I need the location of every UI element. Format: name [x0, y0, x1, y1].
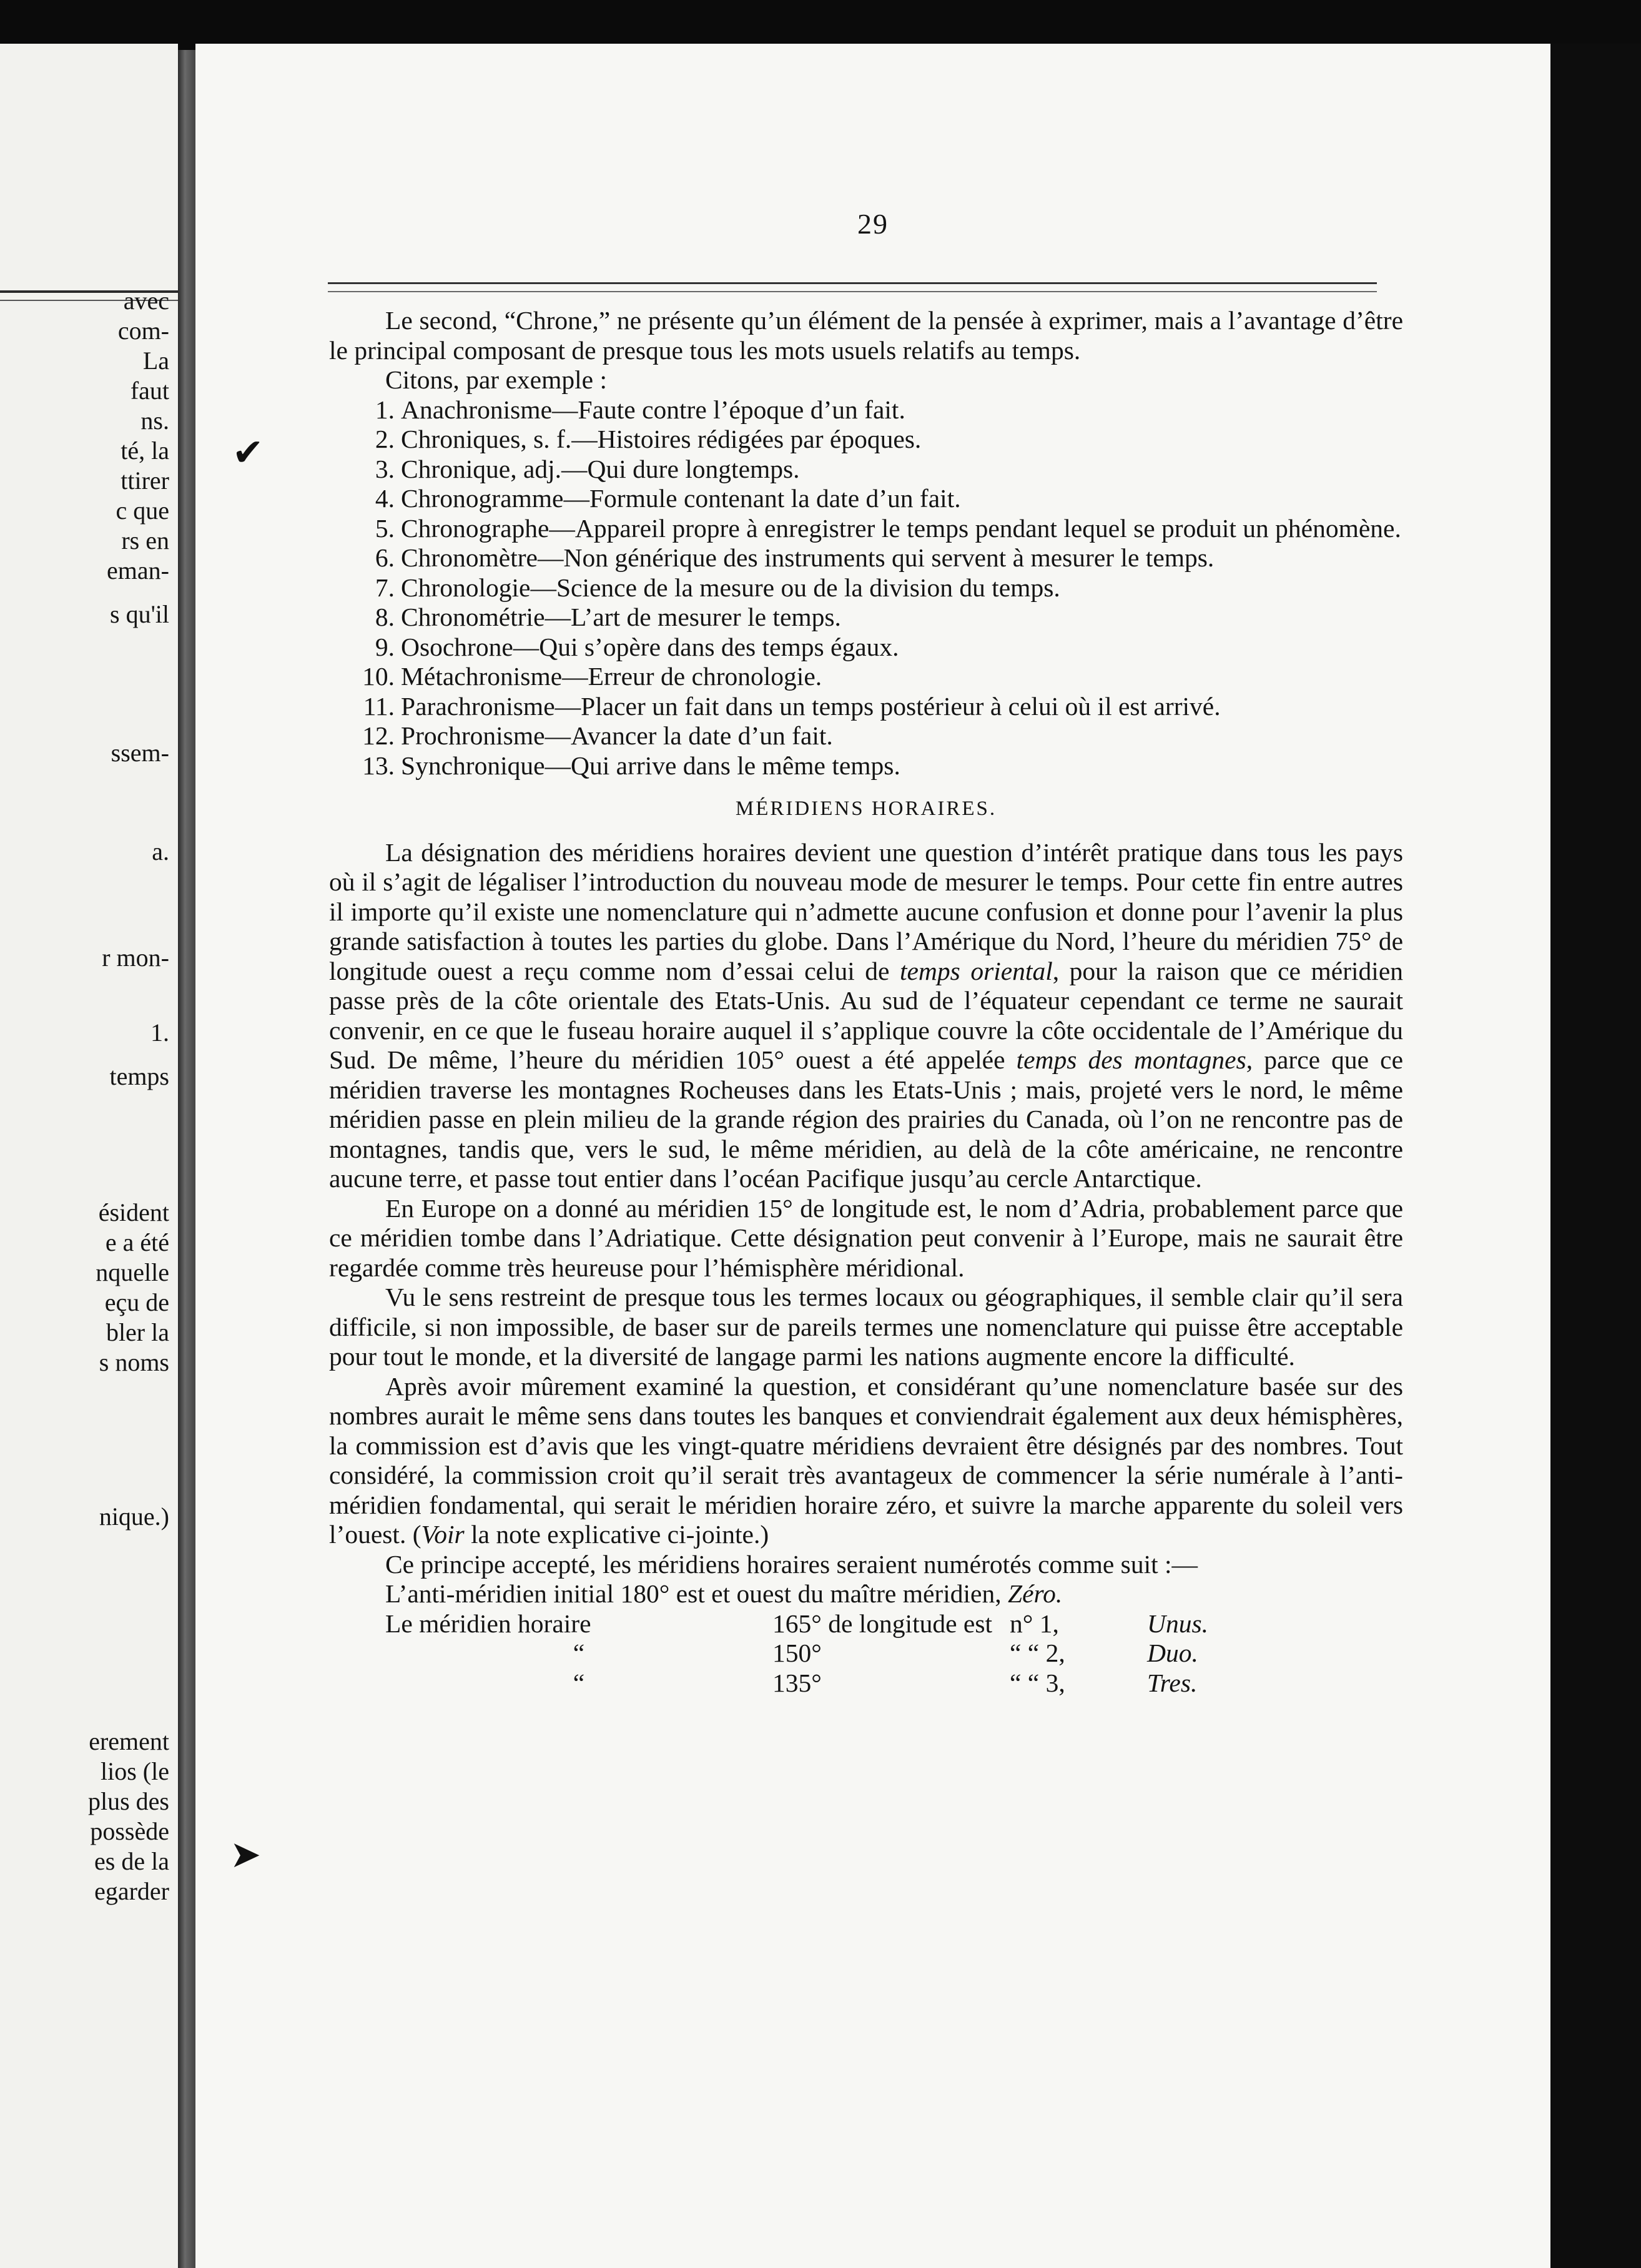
- table-cell: Le méridien horaire: [385, 1609, 591, 1638]
- left-page-fragment: nique.): [99, 1502, 169, 1531]
- list-item-text: Chronomètre—Non générique des instruments qui servent à mesurer le temps.: [401, 543, 1215, 572]
- left-page-fragment: com-: [117, 317, 169, 345]
- list-item: [329, 662, 1403, 692]
- list-item: [329, 721, 1403, 751]
- list-item-number: 9.: [375, 632, 395, 661]
- list-item-text: Chronique, adj.—Qui dure longtemps.: [401, 454, 800, 483]
- paragraph-commission: Après avoir mûrement examiné la question, et considérant qu’une nomenclature basée sur des nombres aurait le même sens dans toutes les banques et conviendrait également aux deux hémisphères, la commission est d’avis que les vingt-quatre méridiens devraient être désignés par des nombres. Tout considéré, la commission croit qu’il serait très avantageux de commencer la série numérale à l’anti-méridien fondamental, qui serait le méridien horaire zéro, et suivre la marche apparente du soleil vers l’ouest. (Voir la note explicative ci-jointe.): [329, 1371, 1403, 1549]
- left-page-fragment: plus des: [88, 1787, 169, 1815]
- list-item-text: Prochronisme—Avancer la date d’un fait.: [401, 721, 833, 750]
- left-page-fragment: té, la: [121, 436, 169, 465]
- list-item: [329, 633, 1403, 663]
- left-page-fragment: possède: [90, 1817, 169, 1845]
- table-cell: “: [573, 1639, 585, 1667]
- left-page-fragment: La: [142, 347, 169, 375]
- left-page-fragment: temps: [109, 1062, 169, 1090]
- list-item-text: Métachronisme—Erreur de chronologie.: [401, 662, 822, 691]
- emphasis-voir: Voir: [421, 1520, 465, 1549]
- list-item-text: Chronométrie—L’art de mesurer le temps.: [401, 603, 841, 631]
- list-item-text: Anachronisme—Faute contre l’époque d’un fait.: [401, 395, 905, 424]
- list-item-text: Chronogramme—Formule contenant la date d’un fait.: [401, 484, 961, 513]
- meridian-table: [329, 1609, 1403, 1699]
- left-page-fragment: lios (le: [101, 1757, 169, 1785]
- left-page-fragment: ttirer: [121, 466, 169, 495]
- list-item: [329, 692, 1403, 722]
- list-intro: Citons, par exemple :: [385, 365, 607, 394]
- left-page-fragment: erement: [89, 1727, 169, 1755]
- list-item-number: 10.: [362, 662, 395, 691]
- header-rule-thin: [328, 291, 1377, 292]
- table-cell: 165° de longitude est: [772, 1609, 993, 1638]
- table-cell: Duo.: [1147, 1639, 1198, 1667]
- list-item-text: Chroniques, s. f.—Histoires rédigées par époques.: [401, 425, 922, 453]
- list-item-number: 4.: [375, 484, 395, 513]
- list-item: [329, 455, 1403, 485]
- left-facing-page: [0, 44, 178, 2268]
- table-row: [329, 1639, 1403, 1669]
- list-item-number: 2.: [375, 425, 395, 453]
- list-item: [329, 751, 1403, 781]
- list-item: [329, 603, 1403, 633]
- table-cell: n° 1,: [1010, 1609, 1059, 1638]
- page-body: [329, 306, 1403, 1698]
- list-item-text: Synchronique—Qui arrive dans le même temps.: [401, 751, 900, 780]
- left-page-fragment: 1.: [150, 1018, 169, 1047]
- emphasis-temps-montagnes: temps des montagnes: [1016, 1045, 1246, 1074]
- table-line-zero: L’anti-méridien initial 180° est et ouest du maître méridien, Zéro.: [385, 1579, 1063, 1608]
- table-cell: Tres.: [1147, 1668, 1198, 1697]
- table-cell: “: [573, 1668, 585, 1697]
- left-page-fragment: avec: [123, 287, 169, 315]
- list-item: [329, 573, 1403, 603]
- left-page-fragment: egarder: [94, 1877, 169, 1905]
- paragraph-europe: En Europe on a donné au méridien 15° de longitude est, le nom d’Adria, probablement parce que ce méridien tombe dans l’Adriatique. Cette désignation peut convenir à l’Europe, mais ne saurait être regardée comme très heureuse pour l’hémisphère méridional.: [329, 1193, 1403, 1282]
- list-item-number: 6.: [375, 543, 395, 572]
- list-item-number: 11.: [363, 691, 395, 721]
- left-page-fragment: eçu de: [104, 1288, 169, 1316]
- left-page-fragment: r mon-: [102, 944, 169, 972]
- list-item-number: 8.: [375, 603, 395, 631]
- left-page-fragment: a.: [152, 837, 169, 865]
- left-page-fragment: s noms: [99, 1348, 169, 1376]
- intro-paragraph: Le second, “Chrone,” ne présente qu’un élément de la pensée à exprimer, mais a l’avantage d’être le principal composant de presque tous les mots usuels relatifs au temps.: [329, 306, 1403, 365]
- paragraph-sens-restreint: Vu le sens restreint de presque tous les termes locaux ou géographiques, il semble clair qu’il sera difficile, si non impossible, de baser sur de pareils termes une nomenclature qui puisse être acceptable pour tout le monde, et la diversité de langage parmi les nations augmente encore la difficulté.: [329, 1283, 1403, 1371]
- left-page-fragment: ns.: [140, 407, 169, 435]
- list-item: [329, 514, 1403, 544]
- table-cell: Unus.: [1147, 1609, 1208, 1638]
- list-item-text: Chronographe—Appareil propre à enregistrer le temps pendant lequel se produit un phénomène.: [401, 513, 1401, 543]
- emphasis-temps-oriental: temps oriental: [899, 956, 1053, 985]
- left-page-fragment: rs en: [121, 526, 169, 555]
- paragraph-meridiens: La désignation des méridiens horaires devient une question d’intérêt pratique dans tous les pays où il s’agit de légaliser l’introduction du nouveau mode de mesurer le temps. Pour cette fin entre autres il importe qu’il existe une nomenclature qui n’admette aucune confusion et donne pour l’avenir la plus grande satisfaction à toutes les parties du globe. Dans l’Amérique du Nord, l’heure du méridien 75° de longitude ouest a reçu comme nom d’essai celui de temps oriental, pour la raison que ce méridien passe près de la côte orientale des Etats-Unis. Au sud de l’équateur cependant ce terme ne saurait convenir, en ce que le fuseau horaire auquel il s’applique couvre la côte occidentale de l’Amérique du Sud. De même, l’heure du méridien 105° ouest a été appelée temps des montagnes, parce que ce méridien traverse les montagnes Rocheuses dans les Etats-Unis ; mais, projeté vers le nord, le même méridien passe en plein milieu de la grande région des prairies du Canada, où l’on ne rencontre pas de montagnes, tandis que, vers le sud, le même méridien, au delà de la côte américaine, ne rencontre aucune terre, et passe tout entier dans l’océan Pacifique jusqu’au cercle Antarctique.: [329, 837, 1403, 1193]
- list-item-number: 13.: [362, 751, 395, 780]
- left-page-fragment: ssem-: [111, 739, 169, 767]
- list-item-number: 5.: [375, 513, 395, 543]
- page-number: 29: [857, 208, 889, 240]
- table-row: [329, 1669, 1403, 1699]
- table-cell: 150°: [772, 1639, 822, 1667]
- list-item: [329, 484, 1403, 514]
- left-page-fragment: e a été: [105, 1228, 169, 1256]
- list-item-number: 12.: [362, 721, 395, 750]
- section-title: MÉRIDIENS HORAIRES.: [735, 797, 997, 820]
- scan-border-right: [1550, 44, 1641, 2268]
- margin-arrow-icon: ➤: [230, 1834, 262, 1875]
- list-item-text: Parachronisme—Placer un fait dans un temps postérieur à celui où il est arrivé.: [401, 691, 1221, 721]
- list-item-text: Chronologie—Science de la mesure ou de la division du temps.: [401, 573, 1060, 602]
- table-row: [329, 1609, 1403, 1639]
- left-page-fragment: s qu'il: [110, 600, 169, 628]
- list-item-text: Osochrone—Qui s’opère dans des temps égaux.: [401, 632, 899, 661]
- left-page-fragment: eman-: [107, 556, 169, 584]
- list-item: [329, 395, 1403, 425]
- left-page-fragment: bler la: [106, 1318, 169, 1346]
- left-page-fragment: ésident: [98, 1198, 169, 1226]
- table-cell: “ “ 3,: [1010, 1668, 1065, 1697]
- list-item: [329, 543, 1403, 573]
- margin-mark-icon: ✔: [232, 432, 264, 473]
- list-item: [329, 425, 1403, 455]
- table-cell: “ “ 2,: [1010, 1639, 1065, 1667]
- paragraph-principe: Ce principe accepté, les méridiens horaires seraient numérotés comme suit :—: [385, 1549, 1198, 1579]
- right-page: [195, 44, 1550, 2268]
- header-rule: [328, 282, 1377, 284]
- list-item-number: 7.: [375, 573, 395, 602]
- book-gutter: [178, 50, 195, 2268]
- list-item-number: 1.: [375, 395, 395, 424]
- left-page-fragment: nquelle: [96, 1258, 169, 1286]
- list-item-number: 3.: [375, 454, 395, 483]
- left-page-fragment: es de la: [94, 1847, 169, 1875]
- left-page-fragment: c que: [116, 496, 169, 525]
- left-page-fragment: faut: [130, 377, 169, 405]
- chrono-term-list: [329, 395, 1403, 781]
- table-cell: 135°: [772, 1668, 822, 1697]
